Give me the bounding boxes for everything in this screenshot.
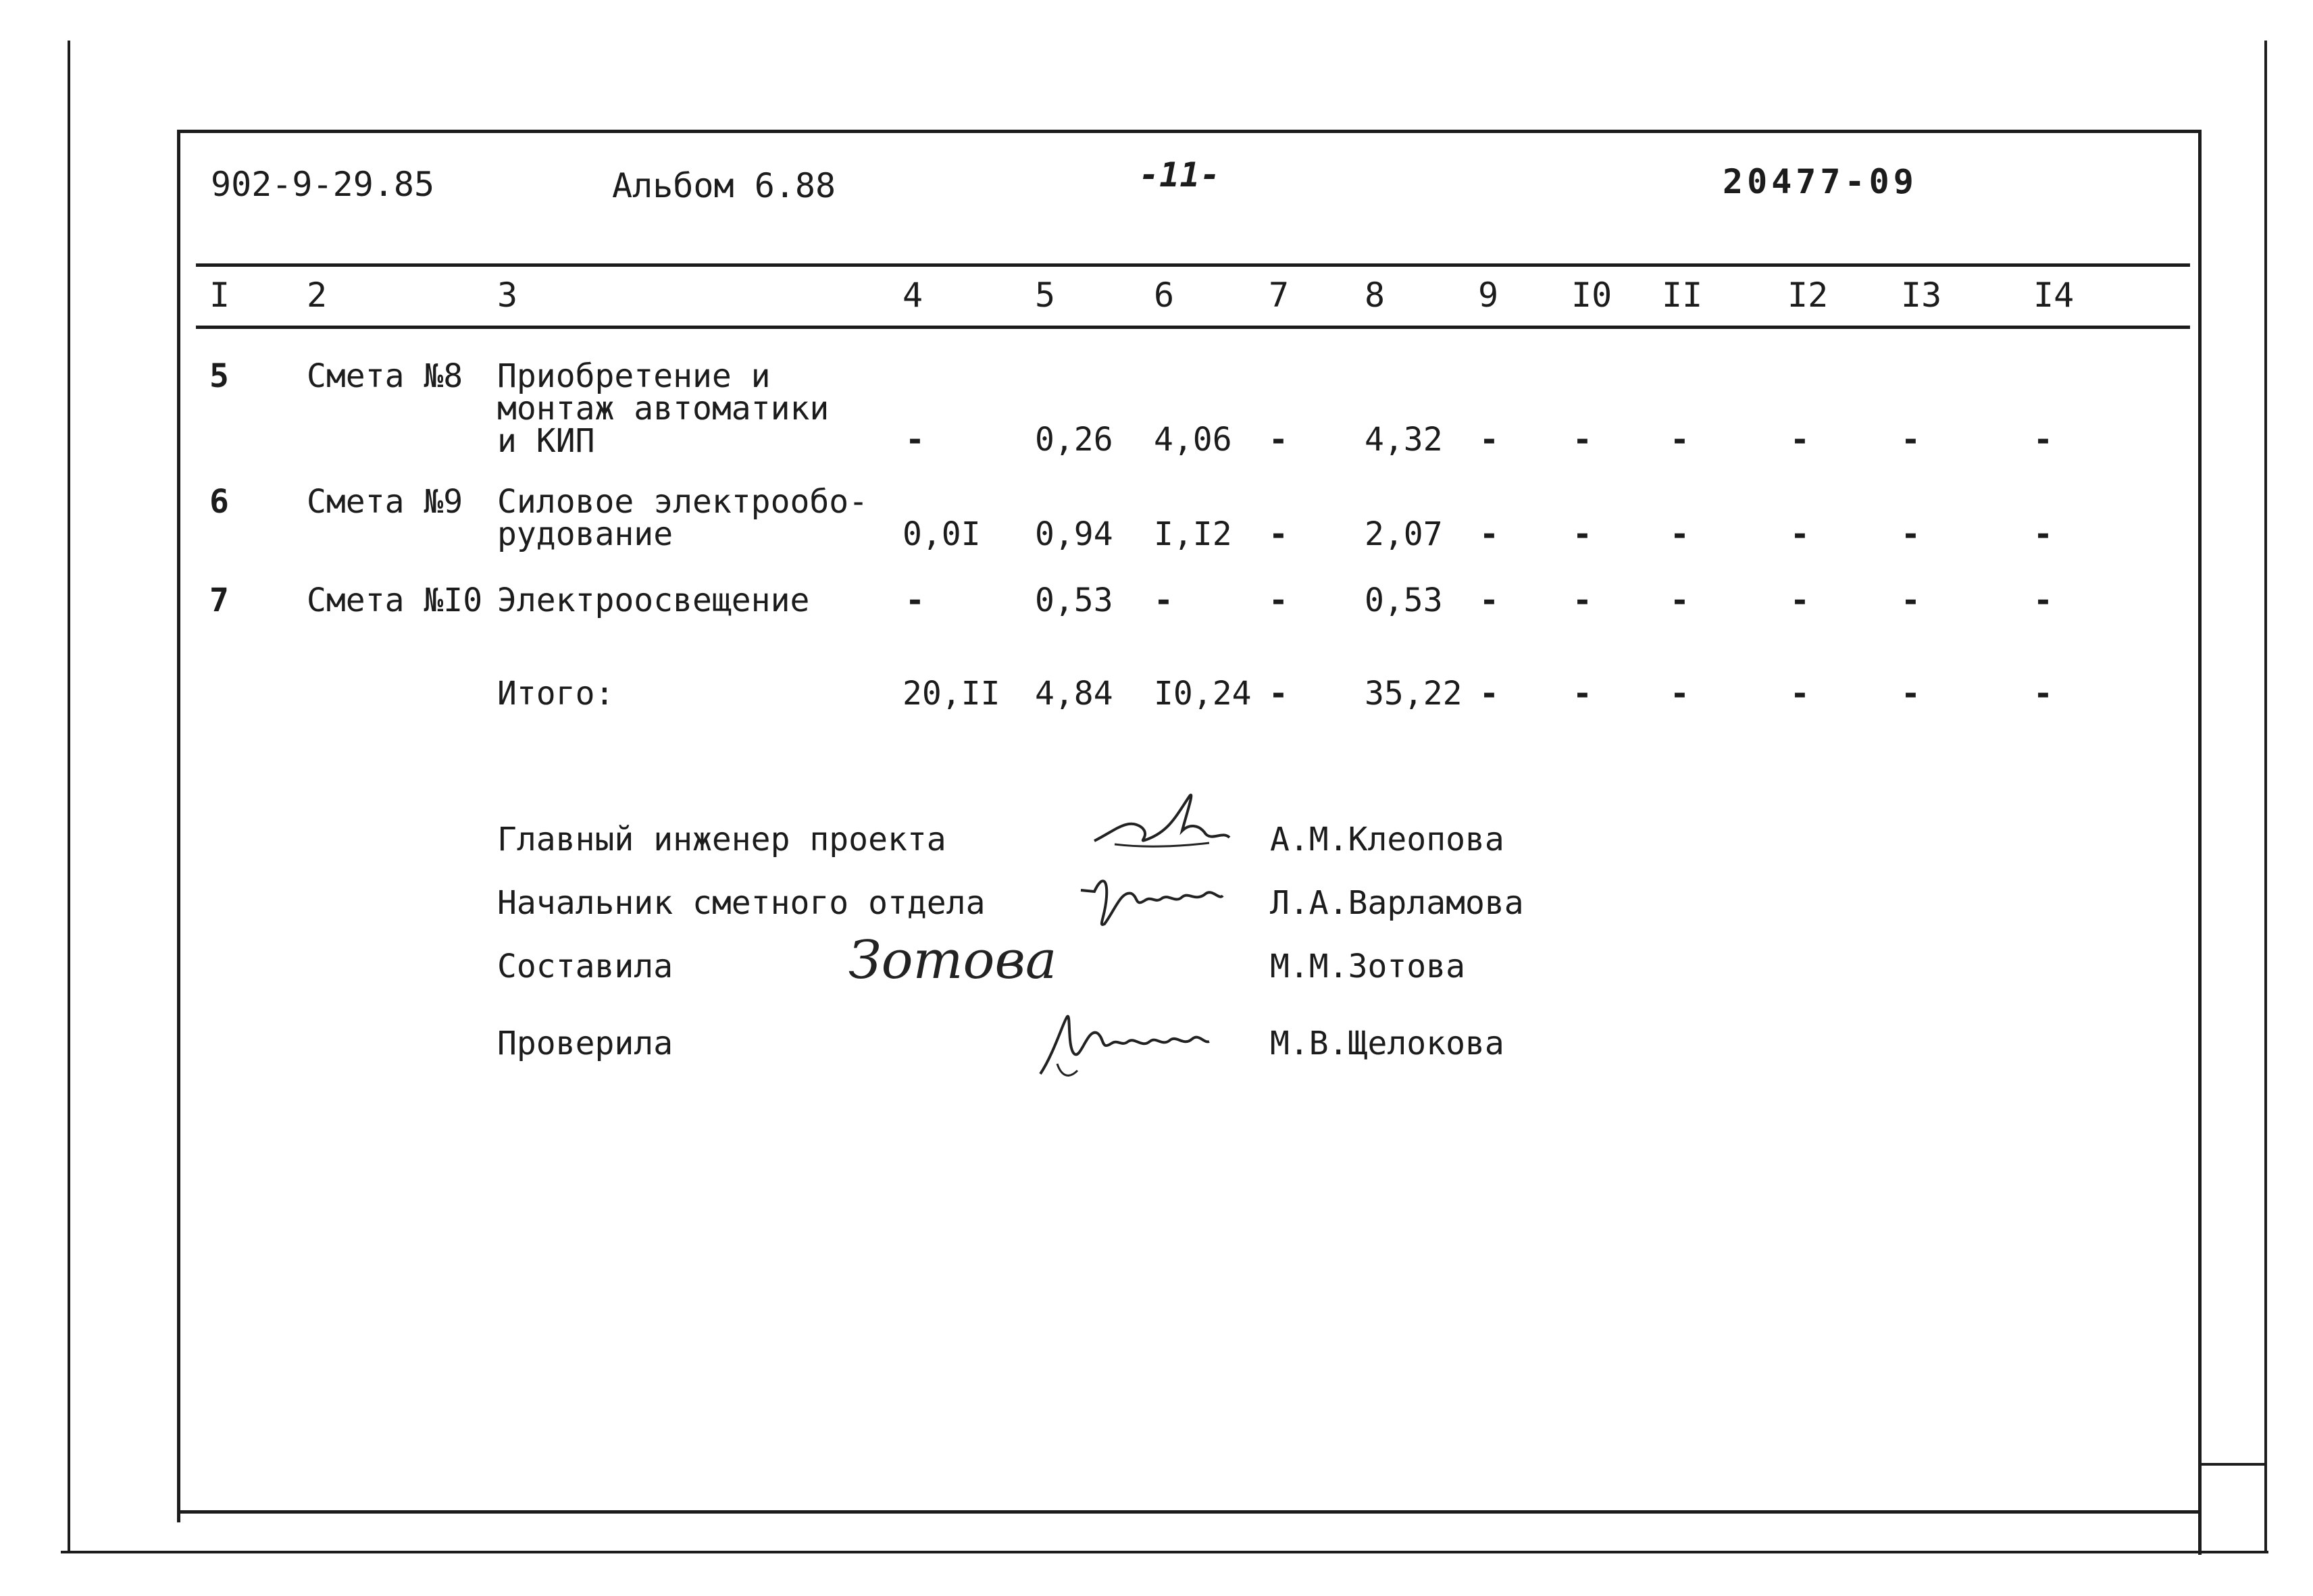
column-header: 9 [1478, 276, 1499, 315]
total-value: 35,22 [1365, 675, 1463, 713]
row-value: 0,26 [1035, 421, 1113, 459]
corner-stamp-line [2198, 1463, 2267, 1466]
column-header: I2 [1787, 276, 1829, 315]
column-header: 4 [903, 276, 923, 315]
column-header: I3 [1901, 276, 1942, 315]
right-margin-line [2264, 41, 2267, 1553]
total-value: 20,II [903, 675, 1000, 713]
row-value: 2,07 [1365, 515, 1443, 553]
handwriting-text: Зотова [848, 930, 1057, 991]
row-value: 4,06 [1154, 421, 1232, 459]
row-value: 0,0I [903, 515, 981, 553]
row-value: - [1269, 421, 1288, 459]
row-value: - [1154, 582, 1173, 619]
row-name-line: монтаж автоматики [497, 390, 830, 428]
row-value: - [1670, 582, 1689, 619]
total-value: - [1269, 675, 1288, 713]
row-number: 7 [209, 582, 229, 619]
row-value: - [1670, 421, 1689, 459]
row-value: - [1479, 515, 1499, 553]
signature-role: Начальник сметного отдела [497, 884, 986, 922]
row-value: 0,53 [1035, 582, 1113, 619]
column-header: 8 [1365, 276, 1386, 315]
column-header: I0 [1571, 276, 1612, 315]
total-value: - [1479, 675, 1499, 713]
row-value: - [2033, 582, 2053, 619]
row-name-line: Приобретение и [497, 357, 771, 395]
frame-top [177, 130, 2201, 133]
frame-left [177, 130, 180, 1522]
frame-bottom [177, 1510, 2201, 1514]
bottom-margin-line [61, 1551, 2268, 1553]
row-value: 4,32 [1365, 421, 1443, 459]
row-estimate: Смета №8 [307, 357, 463, 395]
row-value: - [1670, 515, 1689, 553]
column-header: 2 [307, 276, 328, 315]
column-header: I4 [2033, 276, 2075, 315]
row-value: - [1269, 582, 1288, 619]
total-value: - [1790, 675, 1810, 713]
column-header: 7 [1269, 276, 1290, 315]
row-name-line: Электроосвещение [497, 582, 810, 619]
column-header: II [1662, 276, 1703, 315]
row-value: - [1269, 515, 1288, 553]
row-name-line: рудование [497, 515, 673, 553]
column-header: 5 [1035, 276, 1056, 315]
row-value: - [1573, 421, 1592, 459]
row-value: - [905, 582, 925, 619]
total-value: I0,24 [1154, 675, 1252, 713]
row-value: 0,53 [1365, 582, 1443, 619]
row-name-line: Силовое электрообо- [497, 483, 869, 521]
column-header-top-rule [196, 263, 2190, 267]
signature-name: М.В.Щелокова [1270, 1025, 1504, 1062]
row-number: 5 [209, 357, 229, 395]
handwritten-signature [1088, 777, 1236, 865]
row-value: - [1790, 582, 1810, 619]
signature-name: А.М.Клеопова [1270, 821, 1504, 858]
row-value: - [1790, 515, 1810, 553]
handwritten-signature [1067, 863, 1229, 937]
left-margin-line [68, 41, 70, 1553]
handwritten-signature [1027, 1000, 1223, 1087]
row-name-line: и КИП [497, 422, 595, 460]
row-value: - [905, 421, 925, 459]
signature-name: М.М.Зотова [1270, 948, 1465, 985]
row-value: - [2033, 515, 2053, 553]
total-value: - [1670, 675, 1689, 713]
signature-role: Главный инженер проекта [497, 821, 946, 858]
row-value: - [1573, 582, 1592, 619]
column-header: I [209, 276, 230, 315]
row-value: - [1479, 421, 1499, 459]
total-value: 4,84 [1035, 675, 1113, 713]
row-estimate: Смета №I0 [307, 582, 483, 619]
total-label: Итого: [497, 675, 615, 713]
row-value: 0,94 [1035, 515, 1113, 553]
row-number: 6 [209, 483, 229, 521]
total-value: - [1901, 675, 1921, 713]
row-value: - [1901, 515, 1921, 553]
handwritten-signature-zotova [842, 925, 1065, 1000]
column-header: 3 [497, 276, 518, 315]
signature-role: Проверила [497, 1025, 673, 1062]
column-header-bottom-rule [196, 326, 2190, 329]
page-number: -11- [1139, 155, 1221, 195]
total-value: - [1573, 675, 1592, 713]
row-value: - [1901, 582, 1921, 619]
signature-role: Составила [497, 948, 673, 985]
row-value: - [1790, 421, 1810, 459]
row-estimate: Смета №9 [307, 483, 463, 521]
column-header: 6 [1154, 276, 1175, 315]
row-value: I,I2 [1154, 515, 1232, 553]
row-value: - [1479, 582, 1499, 619]
frame-right [2198, 130, 2202, 1555]
album-label: Альбом 6.88 [612, 166, 836, 205]
signature-name: Л.А.Варламова [1270, 884, 1524, 922]
row-value: - [2033, 421, 2053, 459]
document-code: 902-9-29.85 [211, 165, 435, 204]
document-number: 20477-09 [1723, 162, 1918, 201]
row-value: - [1901, 421, 1921, 459]
total-value: - [2033, 675, 2053, 713]
row-value: - [1573, 515, 1592, 553]
